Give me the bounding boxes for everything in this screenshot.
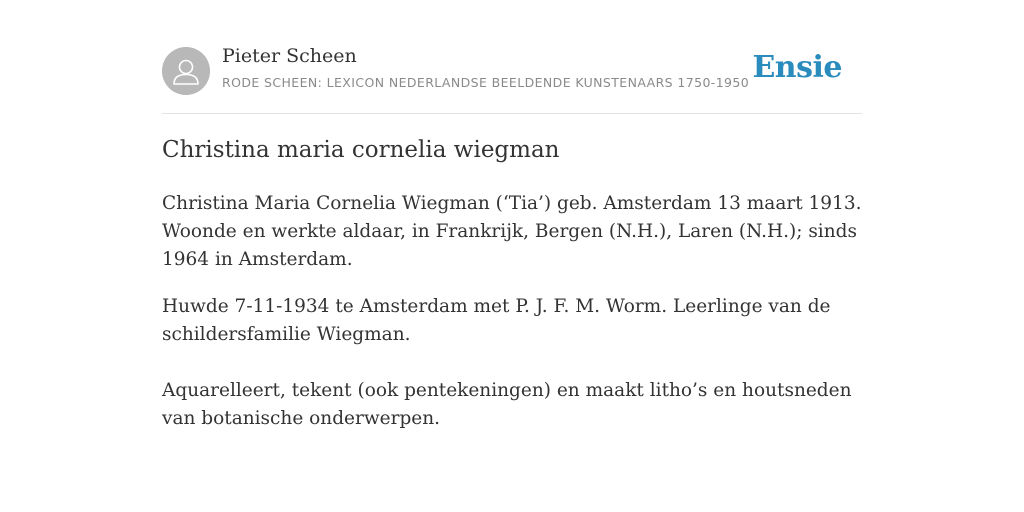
- article-paragraph: Aquarelleert, tekent (ook pentekeningen) en maakt litho’s en houtsneden van botanische onderwerpen.: [162, 380, 852, 429]
- source-label[interactable]: RODE SCHEEN: LEXICON NEDERLANDSE BEELDENDE KUNSTENAARS 1750-1950: [222, 75, 750, 90]
- author-name[interactable]: Pieter Scheen: [222, 45, 357, 67]
- article-paragraph: Huwde 7-11-1934 te Amsterdam met P. J. F. M. Worm. Leerlinge van de schildersfamilie Wiegman.: [162, 296, 831, 345]
- article-card: [162, 0, 862, 429]
- article-title: Christina maria cornelia wiegman: [162, 137, 560, 163]
- ensie-logo[interactable]: Ensie: [752, 50, 842, 85]
- article-paragraph: Christina Maria Cornelia Wiegman (‘Tia’) geb. Amsterdam 13 maart 1913. Woonde en werkte aldaar, in Frankrijk, Bergen (N.H.), Laren (N.H.); sinds 1964 in Amsterdam.: [162, 193, 862, 270]
- author-header: [162, 0, 862, 114]
- user-avatar-icon[interactable]: [162, 47, 210, 95]
